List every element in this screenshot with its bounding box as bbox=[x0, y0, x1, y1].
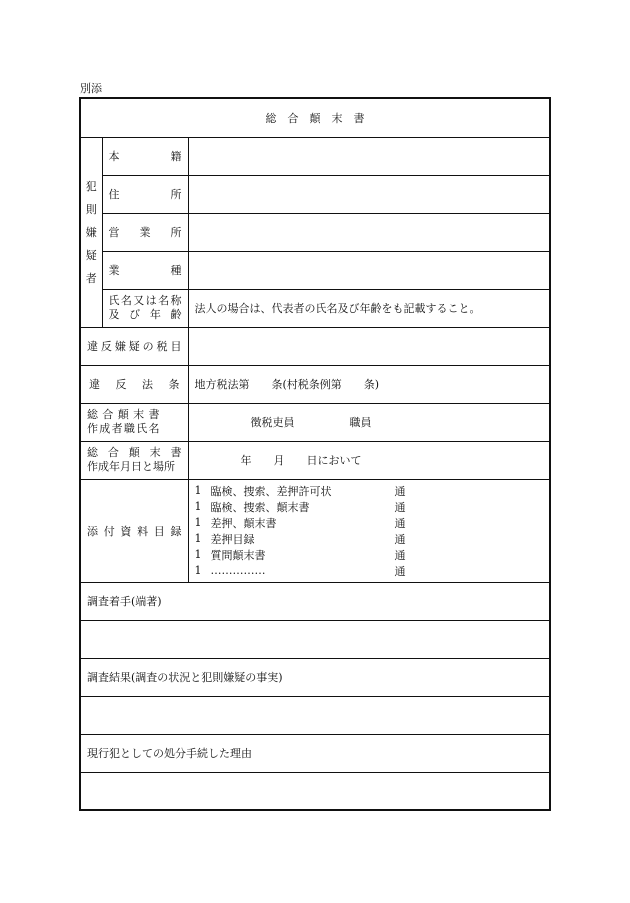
gyoshu-label: 業 種 bbox=[102, 251, 188, 289]
row-created bbox=[80, 441, 550, 479]
honseki-label: 本 籍 bbox=[102, 137, 188, 175]
row-investigation-start-label bbox=[80, 582, 550, 620]
row-eigyosho bbox=[80, 213, 550, 251]
jusho-label: 住 所 bbox=[102, 175, 188, 213]
investigation-start-field[interactable] bbox=[80, 620, 550, 658]
author-value[interactable]: 徴税吏員 職員 bbox=[188, 403, 550, 441]
attachments-list[interactable] bbox=[188, 479, 550, 582]
row-attachments bbox=[80, 479, 550, 582]
investigation-result-label: 調査結果(調査の状況と犯則嫌疑の事実) bbox=[80, 658, 550, 696]
flagrant-reason-field[interactable] bbox=[80, 772, 550, 810]
row-honseki bbox=[80, 137, 550, 175]
list-item: 1 差押目録 通 bbox=[194, 532, 406, 546]
row-flagrant-reason-field bbox=[80, 772, 550, 810]
list-item: 1 臨検、捜索、顛末書 通 bbox=[194, 500, 406, 514]
summary-report-form bbox=[79, 97, 551, 811]
title-row bbox=[80, 98, 550, 137]
created-label: 総 合 顛 末 書 作成年月日と場所 bbox=[80, 441, 188, 479]
investigation-start-label: 調査着手(端著) bbox=[80, 582, 550, 620]
list-item: 1 差押、顛末書 通 bbox=[194, 516, 406, 530]
flagrant-reason-label: 現行犯としての処分手続した理由 bbox=[80, 734, 550, 772]
violation-tax-field[interactable] bbox=[188, 327, 550, 365]
list-item: 1 臨検、捜索、差押許可状 通 bbox=[194, 484, 406, 498]
row-investigation-result-field bbox=[80, 696, 550, 734]
suspect-group-label: 犯 則 嫌 疑 者 bbox=[80, 137, 102, 327]
row-investigation-result-label bbox=[80, 658, 550, 696]
law-label: 違 反 法 条 bbox=[80, 365, 188, 403]
jusho-field[interactable] bbox=[188, 175, 550, 213]
eigyosho-field[interactable] bbox=[188, 213, 550, 251]
row-law bbox=[80, 365, 550, 403]
row-violation-tax bbox=[80, 327, 550, 365]
author-label: 総 合 顛 末 書 作 成 者 職 氏 名 bbox=[80, 403, 188, 441]
honseki-field[interactable] bbox=[188, 137, 550, 175]
row-jusho bbox=[80, 175, 550, 213]
row-author bbox=[80, 403, 550, 441]
gyoshu-field[interactable] bbox=[188, 251, 550, 289]
investigation-result-field[interactable] bbox=[80, 696, 550, 734]
violation-tax-label: 違 反 嫌 疑 の 税 目 bbox=[80, 327, 188, 365]
row-gyoshu bbox=[80, 251, 550, 289]
row-flagrant-reason-label bbox=[80, 734, 550, 772]
name-age-note[interactable]: 法人の場合は、代表者の氏名及び年齢をも記載すること。 bbox=[188, 289, 550, 327]
name-age-label: 氏 名 又 は 名 称 及 び 年 齢 bbox=[102, 289, 188, 327]
form-title: 総 合 顛 末 書 bbox=[80, 98, 550, 137]
list-item: 1 …………… 通 bbox=[194, 564, 406, 578]
list-item: 1 質問顛末書 通 bbox=[194, 548, 406, 562]
created-value[interactable]: 年 月 日において bbox=[188, 441, 550, 479]
row-name-age bbox=[80, 289, 550, 327]
row-investigation-start-field bbox=[80, 620, 550, 658]
attachments-label: 添 付 資 料 目 録 bbox=[80, 479, 188, 582]
law-value[interactable]: 地方税法第 条(村税条例第 条) bbox=[188, 365, 550, 403]
attachment-label: 別添 bbox=[80, 82, 102, 95]
eigyosho-label: 営 業 所 bbox=[102, 213, 188, 251]
